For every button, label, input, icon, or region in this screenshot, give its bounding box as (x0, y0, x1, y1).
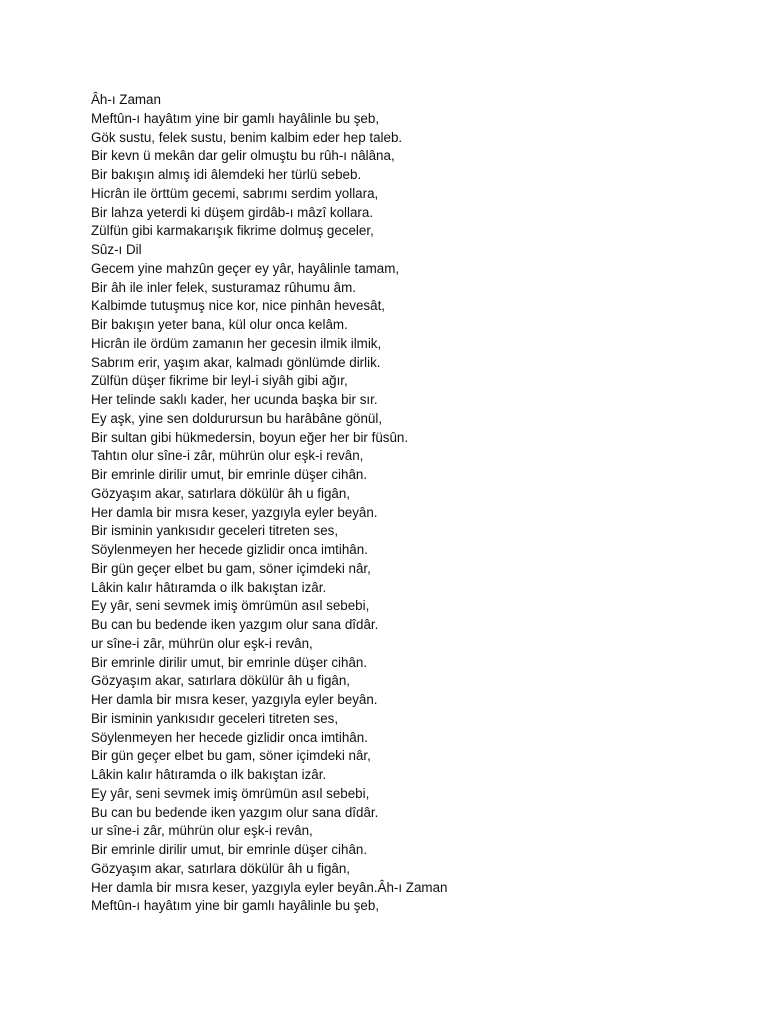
text-line: ur sîne-i zâr, mührün olur eşk-i revân, (91, 823, 313, 839)
text-line: Ey yâr, seni sevmek imiş ömrümün asıl sebebi, (91, 598, 370, 614)
text-line: Her damla bir mısra keser, yazgıyla eyler beyân. (91, 692, 378, 707)
text-line: Meftûn-ı hayâtım yine bir gamlı hayâlinle bu şeb, (91, 898, 380, 914)
text-line: Söylenmeyen her hecede gizlidir onca imtihân. (91, 729, 368, 745)
text-line: Ey yâr, seni sevmek imiş ömrümün asıl sebebi, (91, 785, 370, 801)
text-line: Kalbimde tutuşmuş nice kor, nice pinhân hevesât, (91, 298, 386, 314)
text-line: Bir lahza yeterdi ki düşem girdâb-ı mâzî kollara. (91, 204, 374, 220)
text-line: Bir gün geçer elbet bu gam, söner içimdeki nâr, (91, 748, 371, 764)
text-line: Zülfün gibi karmakarışık fikrime dolmuş geceler, (91, 223, 374, 239)
heading-suz-i-dil: Sûz-ı Dil (91, 242, 142, 257)
text-line: Bir âh ile inler felek, susturamaz rûhumu âm. (91, 279, 356, 295)
text-line: Her telinde saklı kader, her ucunda başka bir sır. (91, 392, 378, 407)
text-line: Hicrân ile ördüm zamanın her gecesin ilmik ilmik, (91, 335, 382, 351)
text-line: Gözyaşım akar, satırlara dökülür âh u figân, (91, 860, 351, 876)
text-line: Bir kevn ü mekân dar gelir olmuştu bu rûh-ı nâlâna, (91, 148, 395, 164)
text-line: Her damla bir mısra keser, yazgıyla eyler beyân.Âh-ı Zaman (91, 879, 448, 895)
text-line: Lâkin kalır hâtıramda o ilk bakıştan izâr. (91, 767, 327, 782)
text-line: Bu can bu bedende iken yazgım olur sana dîdâr. (91, 617, 379, 632)
text-line: Lâkin kalır hâtıramda o ilk bakıştan izâr. (91, 579, 327, 595)
text-line: Meftûn-ı hayâtım yine bir gamlı hayâlinle bu şeb, (91, 110, 380, 126)
poem-text-block (91, 91, 731, 916)
text-line: Zülfün düşer fikrime bir leyl-i siyâh gibi ağır, (91, 373, 348, 389)
text-line: Gözyaşım akar, satırlara dökülür âh u figân, (91, 485, 351, 501)
text-line: ur sîne-i zâr, mührün olur eşk-i revân, (91, 635, 313, 651)
text-line: Bir isminin yankısıdır geceleri titreten ses, (91, 710, 339, 726)
text-line: Bir bakışın yeter bana, kül olur onca kelâm. (91, 317, 348, 332)
text-line: Hicrân ile örttüm gecemi, sabrımı serdim yollara, (91, 185, 379, 201)
heading-ah-i-zaman: Âh-ı Zaman (91, 92, 161, 107)
text-line: Bir isminin yankısıdır geceleri titreten ses, (91, 523, 339, 539)
text-line: Her damla bir mısra keser, yazgıyla eyler beyân. (91, 504, 378, 520)
text-line: Sabrım erir, yaşım akar, kalmadı gönlümde dirlik. (91, 354, 381, 370)
text-line: Bir gün geçer elbet bu gam, söner içimdeki nâr, (91, 560, 371, 576)
text-line: Bir emrinle dirilir umut, bir emrinle düşer cihân. (91, 654, 368, 670)
text-line: Bir sultan gibi hükmedersin, boyun eğer her bir füsûn. (91, 429, 409, 445)
text-line: Ey aşk, yine sen doldurursun bu harâbâne gönül, (91, 410, 383, 426)
text-line: Bu can bu bedende iken yazgım olur sana dîdâr. (91, 804, 379, 820)
text-line: Bir bakışın almış idi âlemdeki her türlü sebeb. (91, 167, 362, 182)
text-line: Bir emrinle dirilir umut, bir emrinle düşer cihân. (91, 842, 368, 857)
text-line: Gök sustu, felek sustu, benim kalbim eder hep taleb. (91, 129, 403, 145)
text-line: Bir emrinle dirilir umut, bir emrinle düşer cihân. (91, 467, 368, 482)
text-line: Söylenmeyen her hecede gizlidir onca imtihân. (91, 542, 368, 557)
text-line: Gecem yine mahzûn geçer ey yâr, hayâlinle tamam, (91, 260, 400, 276)
text-line: Gözyaşım akar, satırlara dökülür âh u figân, (91, 673, 351, 689)
text-line: Tahtın olur sîne-i zâr, mührün olur eşk-i revân, (91, 448, 364, 464)
